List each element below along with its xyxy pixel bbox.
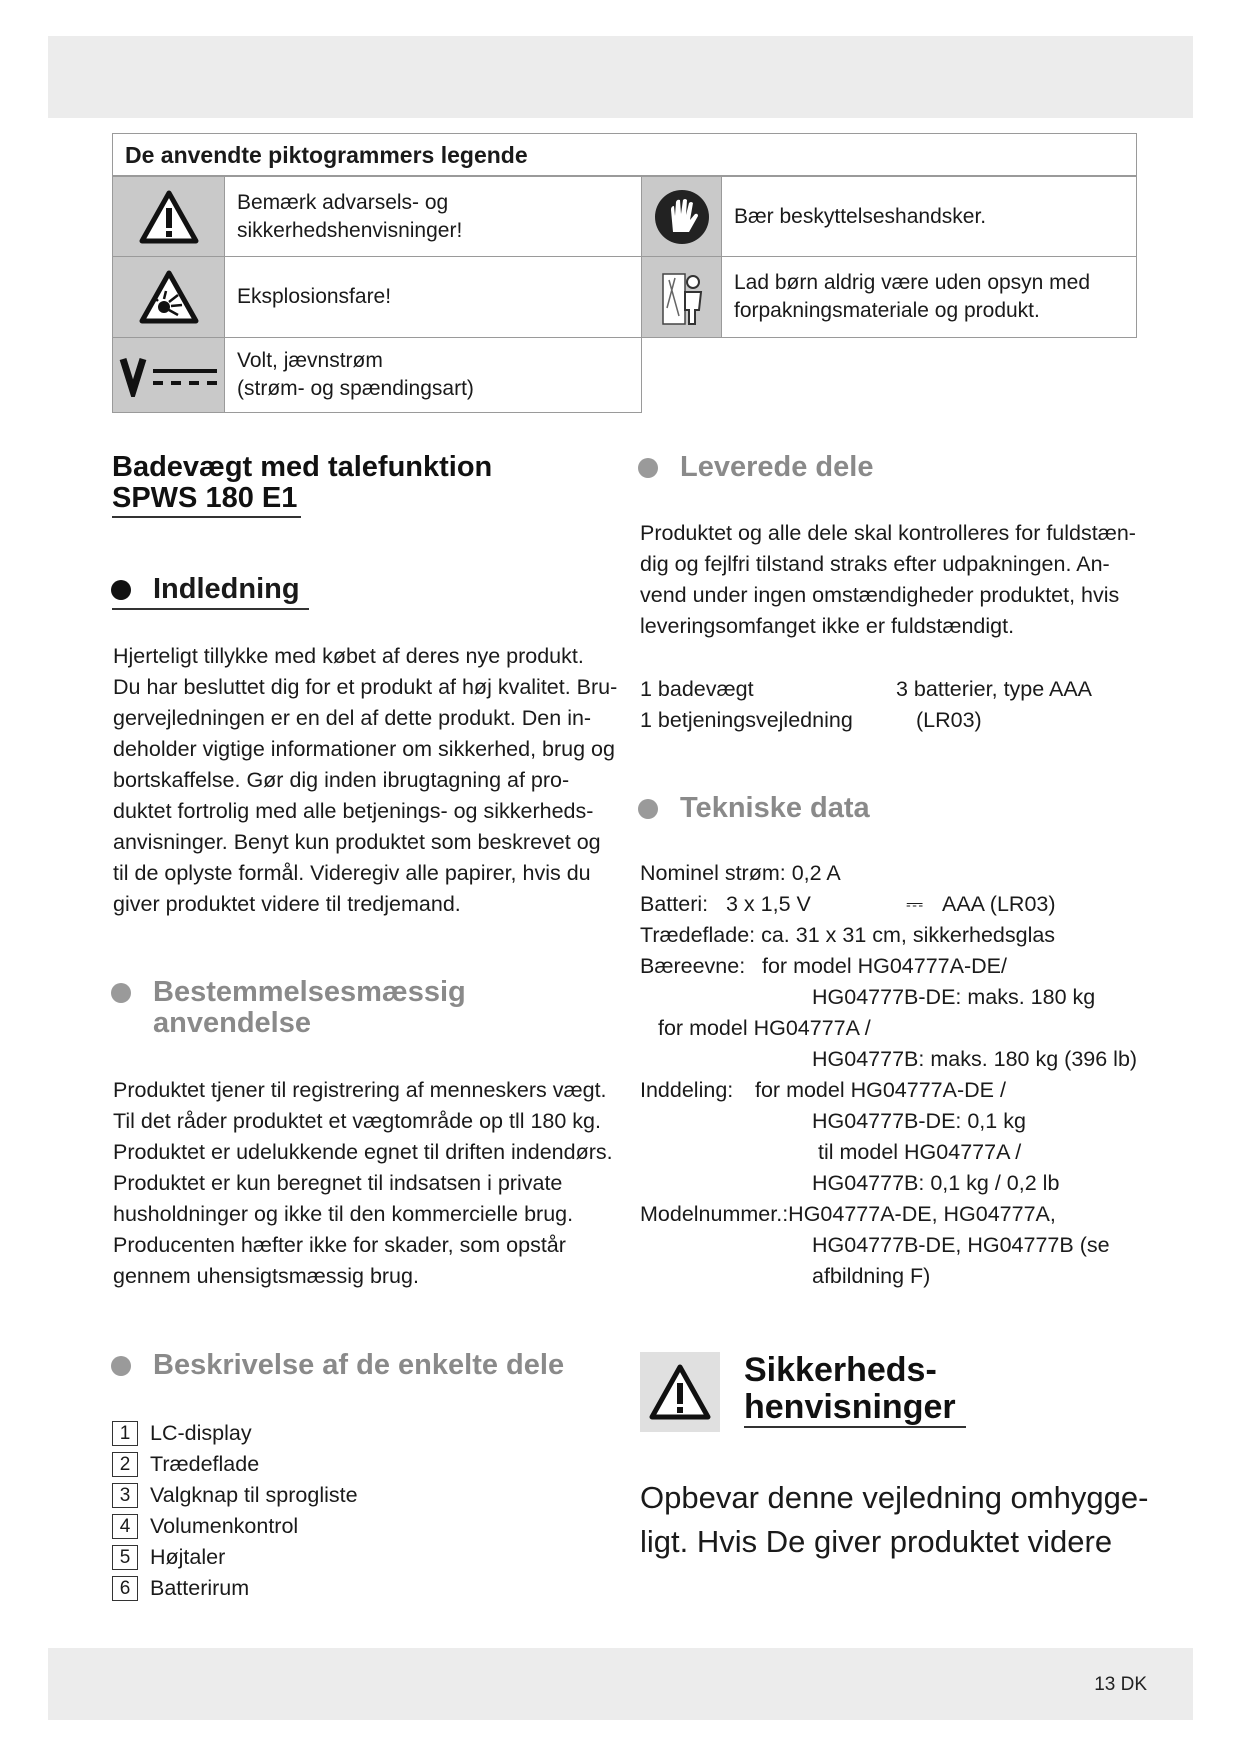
divider xyxy=(112,608,309,610)
heading-line: Sikkerheds- xyxy=(744,1351,937,1389)
intro-paragraph: Hjerteligt tillykke med købet af deres nye produkt. Du har besluttet dig for et produkt af høj kvalitet. Bru- gervejledningen er en del af dette produkt. Den in- deholder vigtige informationer om sikkerhed, brug og bortskaffelse. Gør dig inden ibrugtagning af pro- duktet fortrolig med alle betjenings- og sikkerheds- anvisninger. Benyt kun produktet som beskrevet og til de oplyste formål. Videregiv alle papirer, hvis du giver produktet videre til tredjemand. xyxy=(113,644,618,916)
legend-row-volt xyxy=(112,337,642,413)
list-item: 2 Trædeflade xyxy=(112,1449,358,1480)
legend-text: Bemærk advarsels- og xyxy=(237,190,449,214)
list-item: 1 LC-display xyxy=(112,1418,358,1449)
heading-line: henvisninger xyxy=(744,1388,956,1426)
bullet-dot xyxy=(111,983,131,1003)
divider xyxy=(112,516,301,518)
legend-text: Bær beskyttelseshandsker. xyxy=(734,204,987,228)
tech-heading-text: Tekniske data xyxy=(680,792,870,824)
legend-title: De anvendte piktogrammers legende xyxy=(112,133,1137,176)
list-item: 5 Højtaler xyxy=(112,1542,358,1573)
legend-text: sikkerhedshenvisninger! xyxy=(237,218,463,242)
gloves-icon xyxy=(642,177,722,256)
heading-line: Bestemmelsesmæssig xyxy=(153,976,466,1008)
explosion-icon xyxy=(113,257,225,337)
child-packaging-icon xyxy=(642,257,722,337)
parts-heading-text: Beskrivelse af de enkelte dele xyxy=(153,1349,565,1381)
delivered-heading xyxy=(638,452,873,483)
legend-text: (strøm- og spændingsart) xyxy=(237,377,474,400)
bullet-dot xyxy=(638,458,658,478)
legend-text: forpakningsmateriale og produkt. xyxy=(734,299,1040,322)
header-band xyxy=(48,36,1193,118)
product-title-line: Badevægt med talefunktion xyxy=(112,451,493,483)
warning-triangle-icon xyxy=(113,177,225,256)
intended-use-heading xyxy=(111,977,466,1039)
delivered-paragraph: Produktet og alle dele skal kontrolleres for fuldstæn- dig og fejlfri tilstand straks efter udpakningen. An- vend under ingen omstændigheder produktet, hvis leveringsomfanget ikke er fuldstændigt. xyxy=(640,521,1136,638)
divider xyxy=(744,1426,966,1428)
intended-use-paragraph: Produktet tjener til registrering af menneskers vægt. Til det råder produktet et vægtområde op tll 180 kg. Produktet er udelukkende egnet til driften indendørs. Produktet er kun beregnet til indsatsen i private husholdninger og ikke til den kommercielle brug. Producenten hæfter ikke for skader, som opstår gennem uhensigtsmæssig brug. xyxy=(113,1078,613,1288)
safety-lead: Opbevar denne vejledning omhygge- ligt. Hvis De giver produktet videre xyxy=(640,1480,1149,1559)
heading-line: anvendelse xyxy=(153,1007,311,1039)
footer-band xyxy=(48,1648,1193,1720)
bullet-dot xyxy=(638,799,658,819)
legend-text: Volt, jævnstrøm xyxy=(237,349,383,372)
list-item: 3 Valgknap til sprogliste xyxy=(112,1480,358,1511)
volt-dc-icon xyxy=(113,338,225,412)
safety-heading xyxy=(744,1352,956,1426)
legend-row-children xyxy=(641,256,1137,338)
intro-heading-text: Indledning xyxy=(153,573,300,605)
bullet-dot xyxy=(111,1356,131,1376)
tech-heading xyxy=(638,793,870,824)
product-model: SPWS 180 E1 xyxy=(112,482,298,514)
legend-text: Lad børn aldrig være uden opsyn med xyxy=(734,271,1091,294)
parts-list xyxy=(112,1418,358,1604)
legend-row-gloves xyxy=(641,176,1137,257)
legend-row-warning xyxy=(112,176,642,257)
delivered-items-right: 3 batterier, type AAA (LR03) xyxy=(896,677,1093,732)
page-number: 13 DK xyxy=(1094,1674,1147,1695)
intro-heading xyxy=(111,574,300,605)
tech-data: Nominel strøm: 0,2 A Batteri: 3 x 1,5 V ⎓ AAA (LR03) Trædeflade: ca. 31 x 31 cm, sikkerhedsglas Bæreevne: for model HG04777A-DE/ HG04777B-DE: maks. 180 kg for model HG04777A / HG04777B: maks. 180 kg (396 lb) Inddeling: for model HG04777A-DE / HG04777B-DE: 0,1 kg til model HG04777A / HG04777B: 0,1 kg / 0,2 lb Modelnummer.:HG04777A-DE, HG04777A, HG04777B-DE, HG04777B (se afbildning F) xyxy=(640,861,1138,1288)
warning-triangle-icon xyxy=(640,1352,720,1432)
product-title xyxy=(112,452,492,514)
dc-symbol-icon: ⎓ xyxy=(906,892,924,916)
legend-row-explosion xyxy=(112,256,642,338)
delivered-heading-text: Leverede dele xyxy=(680,451,874,483)
pictogram-legend xyxy=(112,133,1137,413)
parts-heading xyxy=(111,1350,564,1381)
bullet-dot xyxy=(111,580,131,600)
list-item: 4 Volumenkontrol xyxy=(112,1511,358,1542)
legend-text: Eksplosionsfare! xyxy=(237,285,392,308)
list-item: 6 Batterirum xyxy=(112,1573,358,1604)
delivered-items-left: 1 badevægt 1 betjeningsvejledning xyxy=(640,677,853,732)
